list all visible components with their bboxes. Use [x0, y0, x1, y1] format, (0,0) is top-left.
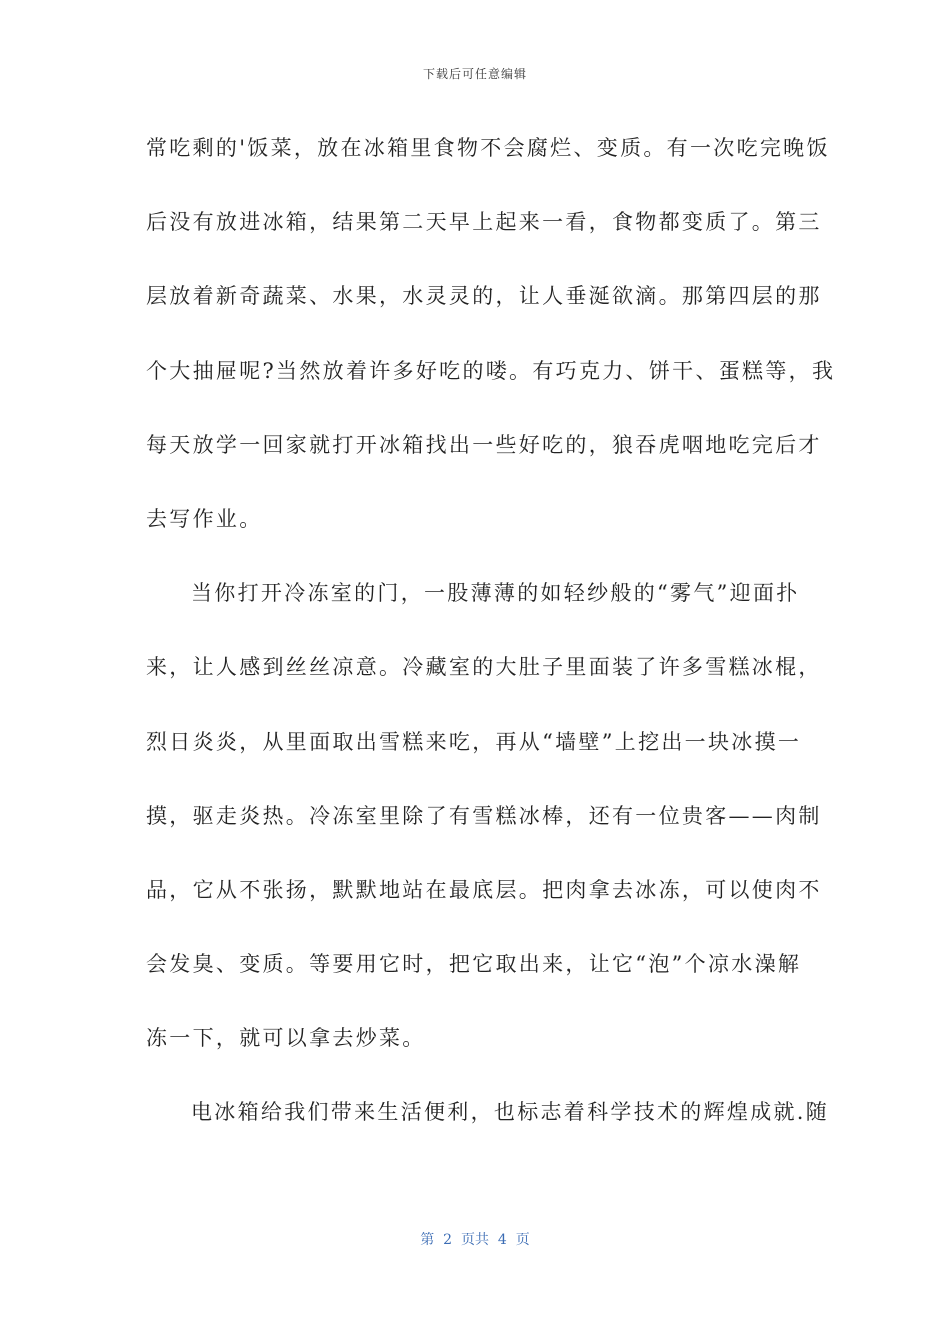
text-line: 冻一下，就可以拿去炒菜。 — [146, 1026, 426, 1051]
text-line: 每天放学一回家就打开冰箱找出一些好吃的，狼吞虎咽地吃完后才 — [146, 432, 822, 457]
text-line: 电冰箱给我们带来生活便利，也标志着科学技术的辉煌成就.随 — [191, 1100, 830, 1125]
text-line: 当你打开冷冻室的门，一股薄薄的如轻纱般的“雾气”迎面扑 — [191, 581, 800, 606]
text-line: 后没有放进冰箱，结果第二天早上起来一看，食物都变质了。第三 — [146, 210, 822, 235]
text-line: 品，它从不张扬，默默地站在最底层。把肉拿去冰冻，可以使肉不 — [146, 877, 822, 902]
text-line: 去写作业。 — [146, 506, 263, 531]
text-line: 常吃剩的'饭菜，放在冰箱里食物不会腐烂、变质。有一次吃完晚饭 — [146, 136, 830, 160]
text-line: 来，让人感到丝丝凉意。冷藏室的大肚子里面装了许多雪糕冰棍， — [146, 655, 822, 680]
text-line: 摸，驱走炎热。冷冻室里除了有雪糕冰棒，还有一位贵客——肉制 — [146, 803, 822, 828]
text-line: 层放着新奇蔬菜、水果，水灵灵的，让人垂涎欲滴。那第四层的那 — [146, 284, 822, 309]
page-number-footer: 第 2 页共 4 页 — [420, 1232, 530, 1248]
text-line: 烈日炎炎，从里面取出雪糕来吃，再从“墙壁”上挖出一块冰摸一 — [146, 729, 802, 754]
document-body — [146, 120, 836, 1159]
text-line: 个大抽屉呢?当然放着许多好吃的喽。有巧克力、饼干、蛋糕等，我 — [146, 358, 836, 383]
text-line: 会发臭、变质。等要用它时，把它取出来，让它“泡”个凉水澡解 — [146, 952, 802, 977]
page-header: 下载后可任意编辑 — [422, 67, 527, 81]
